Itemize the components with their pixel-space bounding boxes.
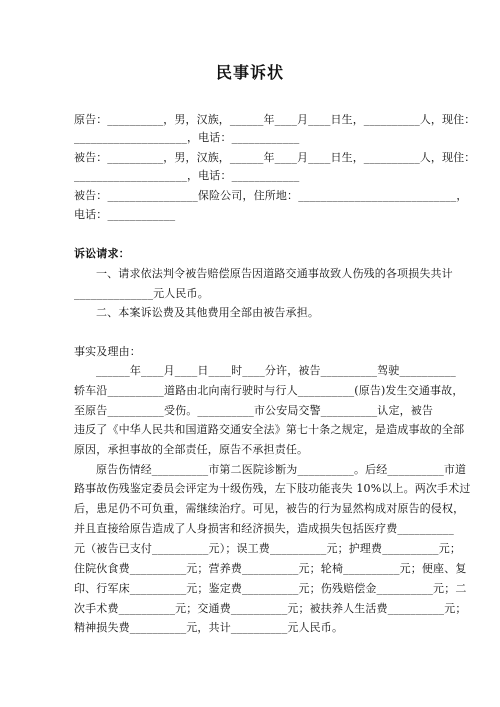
defendant-line-1: 被告：__________，男，汉族，______年____月____日生，__________人，现住： xyxy=(74,151,476,164)
facts-line-4: 违反了《中华人民共和国道路交通安全法》第七十条之规定，是造成事故的全部 xyxy=(74,423,465,436)
facts-line-11: 住院伙食费__________元；营养费__________元；轮椅__________元；便座、复 xyxy=(74,562,467,575)
defendant2-line-1: 被告：________________保险公司，住所地：____________________________， xyxy=(74,189,468,202)
facts-line-3: 至原告__________受伤。__________市公安局交警__________认定，被告 xyxy=(74,404,434,417)
claims-line-1: 一、请求依法判令被告赔偿原告因道路交通事故致人伤残的各项损失共计 xyxy=(96,267,453,280)
facts-line-13: 次手术费__________元；交通费__________元；被扶养人生活费__________元； xyxy=(74,602,467,615)
claims-line-2: ______________元人民币。 xyxy=(74,287,209,300)
claims-heading: 诉讼请求： xyxy=(74,247,130,260)
facts-line-6: 原告伤情经__________市第二医院诊断为__________。后经__________市道 xyxy=(96,463,467,476)
facts-line-7: 路事故伤残鉴定委员会评定为十级伤残，左下肢功能丧失 10%以上。两次手术过 xyxy=(74,482,471,495)
facts-line-14: 精神损失费__________元，共计__________元人民币。 xyxy=(74,621,344,634)
plaintiff-line-1: 原告：__________，男，汉族，______年____月____日生，__________人，现住： xyxy=(74,113,476,126)
facts-line-8: 后，患足仍不可负重，需继续治疗。可见，被告的行为显然构成对原告的侵权， xyxy=(74,502,465,515)
facts-heading: 事实及理由： xyxy=(74,345,141,358)
facts-line-9: 并且直接给原告造成了人身损害和经济损失，造成损失包括医疗费__________ xyxy=(74,522,454,535)
facts-line-2: 轿车沿__________道路由北向南行驶时与行人__________(原告)发生交通事故， xyxy=(74,384,464,397)
facts-line-10: 元（被告已支付__________元）；误工费__________元；护理费__________元； xyxy=(74,542,461,555)
defendant2-line-2: 电话：____________ xyxy=(74,208,176,221)
facts-line-5: 原因，承担事故的全部责任，原告不承担责任。 xyxy=(74,443,309,456)
claims-line-3: 二、本案诉讼费及其他费用全部由被告承担。 xyxy=(96,306,319,319)
plaintiff-line-2: ____________________，电话：____________ xyxy=(74,131,300,144)
defendant-line-2: ____________________，电话：____________ xyxy=(74,169,300,182)
facts-line-1: ______年____月____日____时____分许，被告__________驾驶__________ xyxy=(96,364,456,377)
document-title: 民事诉状 xyxy=(215,63,284,82)
facts-line-12: 印、行军床__________元；鉴定费__________元；伤残赔偿金__________元；二 xyxy=(74,582,467,595)
